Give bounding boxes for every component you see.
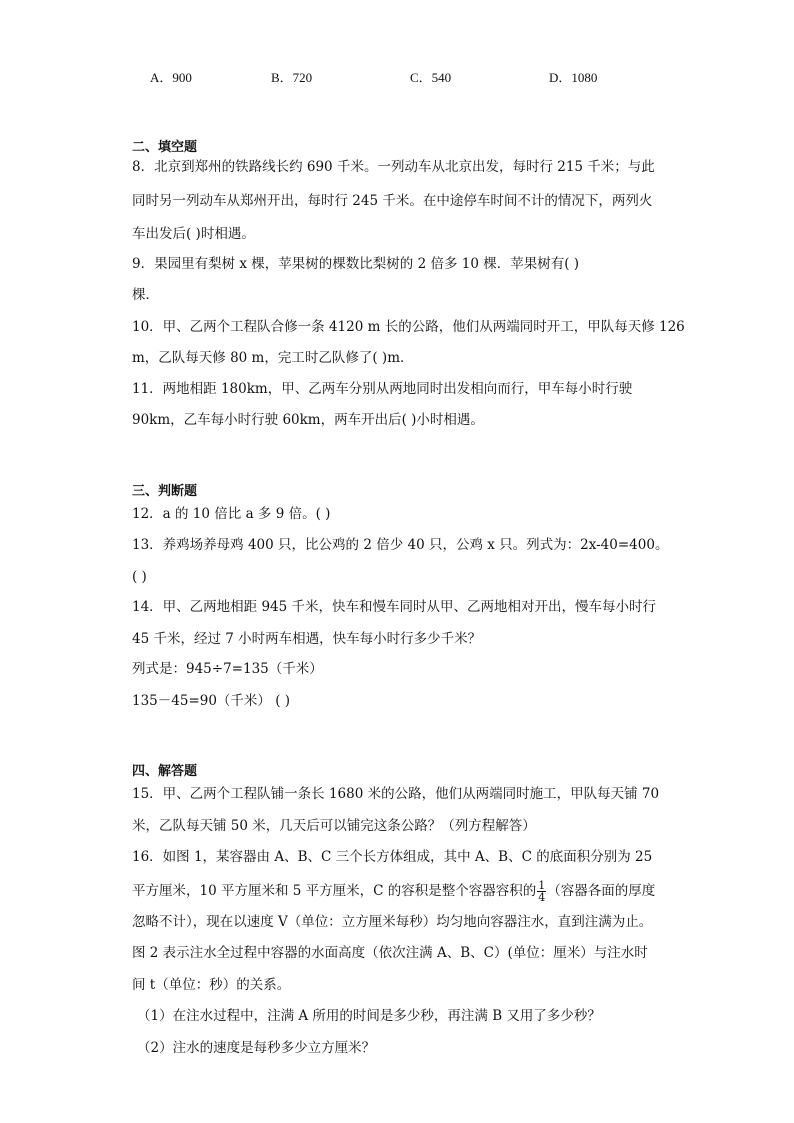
q16-sub-question-1: （1）在注水过程中，注满 A 所用的时间是多少秒，再注满 B 又用了多少秒？: [137, 1008, 601, 1024]
q10-line-1: 10．甲、乙两个工程队合修一条 4120 m 长的公路，他们从两端同时开工，甲队每天修 126: [132, 319, 685, 335]
q8-line-3: 车出发后( )时相遇。: [132, 226, 255, 242]
option-b: B．720: [271, 70, 313, 85]
q16-line-4: 图 2 表示注水全过程中容器的水面高度（依次注满 A、B、C）(单位：厘米）与注水时: [132, 945, 648, 961]
q13-line-1: 13．养鸡场养母鸡 400 只，比公鸡的 2 倍少 40 只，公鸡 x 只。列式为：2x-40=400。: [132, 537, 669, 553]
q16-sub-question-2: （2）注水的速度是每秒多少立方厘米？: [137, 1040, 376, 1056]
q15-line-1: 15．甲、乙两个工程队铺一条长 1680 米的公路，他们从两端同时施工，甲队每天铺 70: [132, 786, 660, 802]
section-title-fill-blank: 二、填空题: [132, 140, 198, 155]
q16-line-2: [132, 880, 655, 903]
q14-line-1: 14．甲、乙两地相距 945 千米，快车和慢车同时从甲、乙两地相对开出，慢车每小时行: [132, 599, 657, 615]
q9-line-1: 9．果园里有梨树 x 棵，苹果树的棵数比梨树的 2 倍多 10 棵．苹果树有( ): [132, 256, 580, 272]
q16-line-1: 16．如图 1，某容器由 A、B、C 三个长方体组成，其中 A、B、C 的底面积分别为 25: [132, 849, 653, 865]
q12-line: 12．a 的 10 倍比 a 多 9 倍。( ): [132, 506, 331, 522]
q11-line-1: 11．两地相距 180km，甲、乙两车分别从两地同时出发相向而行，甲车每小时行驶: [132, 381, 633, 397]
fraction-one-quarter: [537, 880, 546, 903]
section-title-judge: 三、判断题: [132, 484, 198, 499]
option-a: A．900: [150, 70, 192, 85]
q15-line-2: 米，乙队每天铺 50 米，几天后可以铺完这条公路？（列方程解答）: [132, 818, 536, 834]
q11-line-2: 90km，乙车每小时行驶 60km，两车开出后( )小时相遇。: [132, 412, 484, 428]
q16-line-5: 间 t（单位：秒）的关系。: [132, 977, 291, 993]
q16-line-2-pre: 平方厘米，10 平方厘米和 5 平方厘米，C 的容积是整个容器容积的: [132, 883, 537, 899]
fraction-denominator: 4: [538, 891, 546, 904]
section-title-answer: 四、解答题: [132, 764, 198, 779]
q14-line-2: 45 千米，经过 7 小时两车相遇，快车每小时行多少千米？: [132, 631, 482, 647]
q10-line-2: m，乙队每天修 80 m，完工时乙队修了( )m．: [132, 350, 414, 366]
q16-line-2-post: （容器各面的厚度: [547, 883, 656, 899]
q13-line-2: ( ): [132, 569, 147, 585]
q9-line-2: 棵．: [132, 287, 159, 303]
option-d: D．1080: [549, 70, 598, 85]
q16-line-3: 忽略不计），现在以速度 V（单位：立方厘米每秒）均匀地向容器注水，直到注满为止。: [132, 914, 653, 930]
q8-line-1: 8．北京到郑州的铁路线长约 690 千米。一列动车从北京出发，每时行 215 千米；与此: [132, 159, 655, 175]
q14-line-4: 135－45=90（千米） ( ): [132, 693, 291, 709]
q8-line-2: 同时另一列动车从郑州开出，每时行 245 千米。在中途停车时间不计的情况下，两列火: [132, 193, 653, 209]
q14-line-3: 列式是：945÷7=135（千米）: [132, 661, 323, 677]
option-c: C．540: [410, 70, 452, 85]
fraction-numerator: 1: [538, 879, 546, 892]
